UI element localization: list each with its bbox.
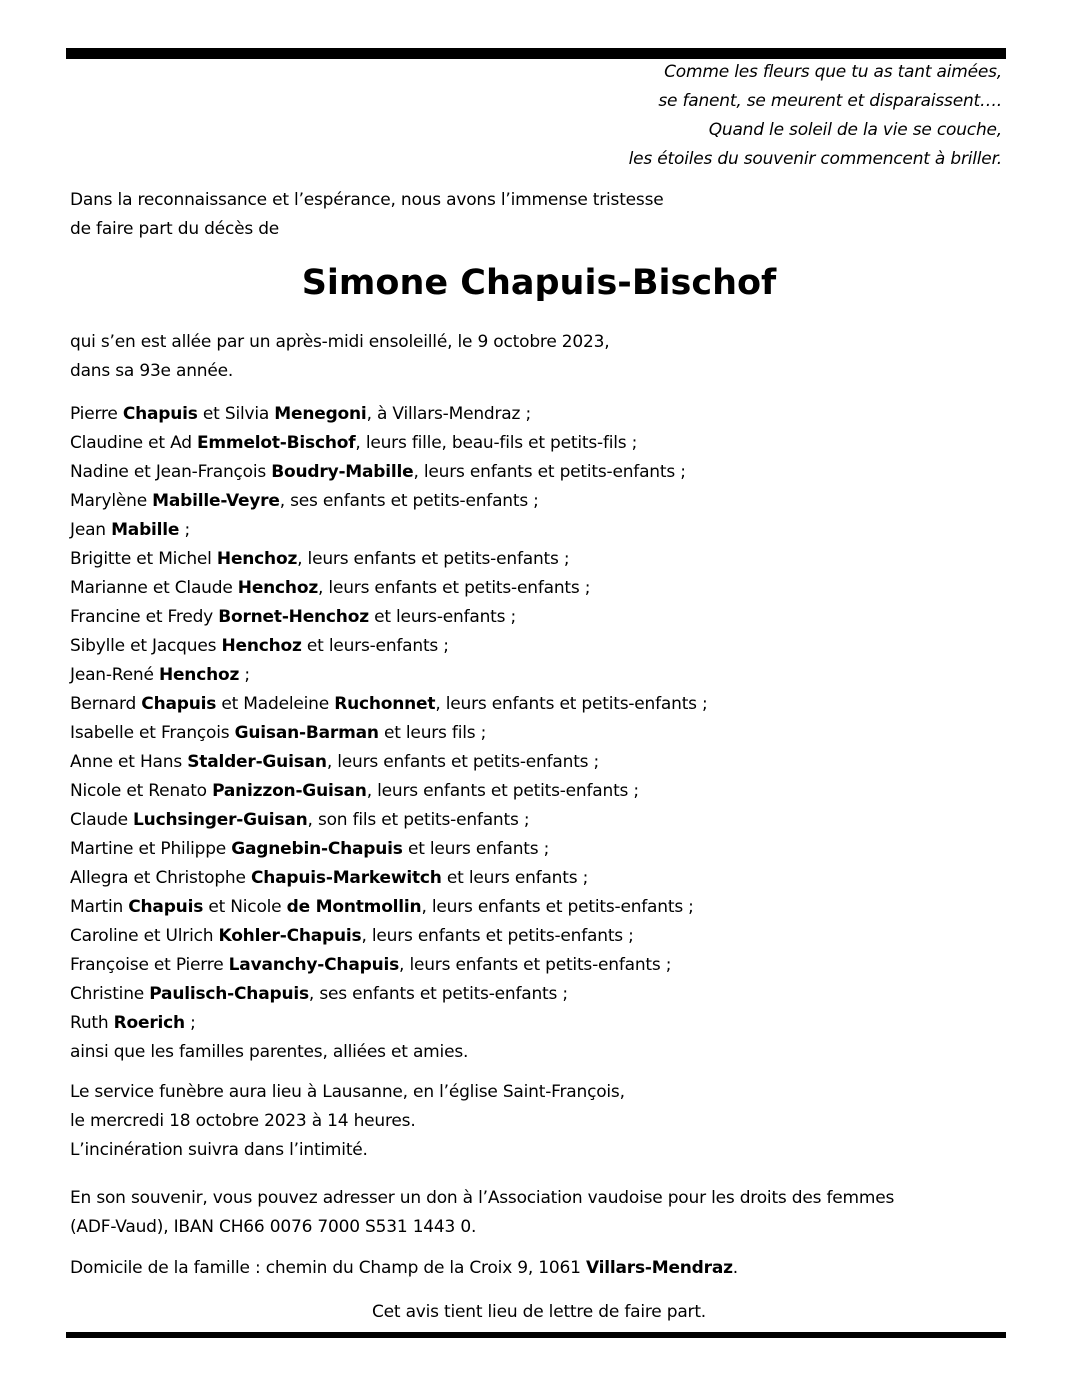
family-name: Emmelot-Bischof [197,433,356,453]
list-item [70,748,1030,777]
text-segment: Nadine et Jean-François [70,462,272,482]
text-segment: Christine [70,984,150,1004]
intro-text [70,186,1030,244]
donation-info [70,1184,1030,1242]
list-item [70,922,1030,951]
text-segment: Claudine et Ad [70,433,197,453]
family-name: Menegoni [274,404,367,424]
text-line: le mercredi 18 octobre 2023 à 14 heures. [70,1111,416,1131]
family-name: Guisan-Barman [234,723,379,743]
text-line: En son souvenir, vous pouvez adresser un don à l’Association vaudoise pour les droits des femmes [70,1188,895,1208]
text-line: (ADF-Vaud), IBAN CH66 0076 7000 S531 1443 0. [70,1217,477,1237]
text-segment: et leurs enfants ; [441,868,589,888]
text-segment: ainsi que les familles parentes, alliées et amies. [70,1042,469,1062]
text-line: Comme les fleurs que tu as tant aimées, [664,62,1002,82]
text-segment: ; [239,665,250,685]
list-item [70,574,1030,603]
text-segment: . [732,1258,739,1278]
text-segment: Nicole et Renato [70,781,213,801]
list-item [70,400,1030,429]
list-item [70,458,1030,487]
text-segment: Françoise et Pierre [70,955,229,975]
text-segment: ; [179,520,190,540]
text-segment: , ses enfants et petits-enfants ; [279,491,539,511]
list-item [70,980,1030,1009]
family-name: Panizzon-Guisan [212,781,367,801]
list-item [70,516,1030,545]
text-segment: et Nicole [203,897,287,917]
family-name: Chapuis [122,404,198,424]
text-segment: Marylène [70,491,153,511]
list-item [70,603,1030,632]
family-name: Bornet-Henchoz [218,607,369,627]
text-segment: Ruth [70,1013,114,1033]
text-line: Le service funèbre aura lieu à Lausanne, en l’église Saint-François, [70,1082,625,1102]
text-segment: , leurs enfants et petits-enfants ; [297,549,570,569]
list-item [70,545,1030,574]
list-item [70,487,1030,516]
list-item [70,632,1030,661]
text-line: Dans la reconnaissance et l’espérance, nous avons l’immense tristesse [70,190,664,210]
text-segment: Marianne et Claude [70,578,238,598]
family-name: Mabille-Veyre [152,491,280,511]
family-name: Luchsinger-Guisan [133,810,308,830]
text-segment: , leurs enfants et petits-enfants ; [361,926,634,946]
text-segment: Caroline et Ulrich [70,926,219,946]
text-segment: Jean [70,520,112,540]
text-line: dans sa 93e année. [70,361,234,381]
text-segment: Anne et Hans [70,752,188,772]
family-name: Gagnebin-Chapuis [231,839,403,859]
bottom-rule [66,1332,1006,1338]
text-segment: ; [184,1013,196,1033]
family-name: Ruchonnet [334,694,436,714]
list-item [70,777,1030,806]
text-line: Quand le soleil de la vie se couche, [708,120,1002,140]
text-segment: Pierre [70,404,123,424]
text-segment: , leurs enfants et petits-enfants ; [326,752,600,772]
list-item [70,1009,1030,1038]
list-item [70,429,1030,458]
list-item [70,951,1030,980]
family-name: Stalder-Guisan [187,752,327,772]
text-segment: Claude [70,810,134,830]
family-name: Henchoz [216,549,298,569]
text-segment: et leurs fils ; [378,723,487,743]
family-list [70,400,1030,1067]
text-segment: Isabelle et François [70,723,235,743]
text-segment: , leurs enfants et petits-enfants ; [421,897,694,917]
text-segment: , à Villars-Mendraz ; [366,404,531,424]
text-segment: Francine et Fredy [70,607,219,627]
family-name: de Montmollin [286,897,422,917]
list-item [70,661,1030,690]
text-segment: , leurs enfants et petits-enfants ; [318,578,591,598]
family-name: Boudry-Mabille [271,462,414,482]
text-segment: et leurs-enfants ; [368,607,517,627]
memorial-quote [629,58,1002,174]
death-details [70,328,1030,386]
text-line: se fanent, se meurent et disparaissent…. [658,91,1002,111]
family-name: Chapuis-Markewitch [250,868,442,888]
list-item [70,864,1030,893]
text-segment: Sibylle et Jacques [70,636,222,656]
text-segment: et Madeleine [216,694,335,714]
text-line: qui s’en est allée par un après-midi ensoleillé, le 9 octobre 2023, [70,332,610,352]
family-name: Roerich [113,1013,185,1033]
text-line: les étoiles du souvenir commencent à briller. [628,149,1002,169]
family-name: Lavanchy-Chapuis [228,955,400,975]
text-segment: Martin [70,897,129,917]
text-segment: , leurs enfants et petits-enfants ; [413,462,686,482]
text-segment: , leurs enfants et petits-enfants ; [435,694,708,714]
list-item [70,1038,1030,1067]
text-segment: , leurs enfants et petits-enfants ; [399,955,672,975]
text-segment: Brigitte et Michel [70,549,217,569]
family-name: Mabille [111,520,180,540]
text-segment: , son fils et petits-enfants ; [307,810,530,830]
list-item [70,719,1030,748]
family-name: Henchoz [221,636,302,656]
list-item [70,690,1030,719]
service-info [70,1078,1030,1165]
family-name: Chapuis [141,694,217,714]
family-name: Paulisch-Chapuis [149,984,309,1004]
text-line: de faire part du décès de [70,219,280,239]
text-segment: Allegra et Christophe [70,868,251,888]
text-segment: et Silvia [197,404,275,424]
text-segment: et leurs-enfants ; [301,636,449,656]
family-address [70,1254,1030,1283]
list-item [70,835,1030,864]
text-segment: , leurs fille, beau-fils et petits-fils ; [355,433,638,453]
family-name: Kohler-Chapuis [218,926,362,946]
family-name: Henchoz [237,578,319,598]
text-segment: et leurs enfants ; [402,839,550,859]
text-segment: Jean-René [70,665,159,685]
list-item [70,893,1030,922]
text-segment: , ses enfants et petits-enfants ; [308,984,568,1004]
list-item [70,806,1030,835]
text-segment: Domicile de la famille : chemin du Champ de la Croix 9, 1061 [70,1258,586,1278]
text-segment: , leurs enfants et petits-enfants ; [366,781,639,801]
text-segment: Martine et Philippe [70,839,232,859]
deceased-name: Simone Chapuis-Bischof [301,263,777,303]
list-item [70,1254,1030,1283]
family-name: Villars-Mendraz [585,1258,733,1278]
closing-line: Cet avis tient lieu de lettre de faire part. [371,1302,706,1322]
family-name: Henchoz [158,665,240,685]
family-name: Chapuis [128,897,204,917]
text-segment: Bernard [70,694,142,714]
text-line: L’incinération suivra dans l’intimité. [70,1140,368,1160]
